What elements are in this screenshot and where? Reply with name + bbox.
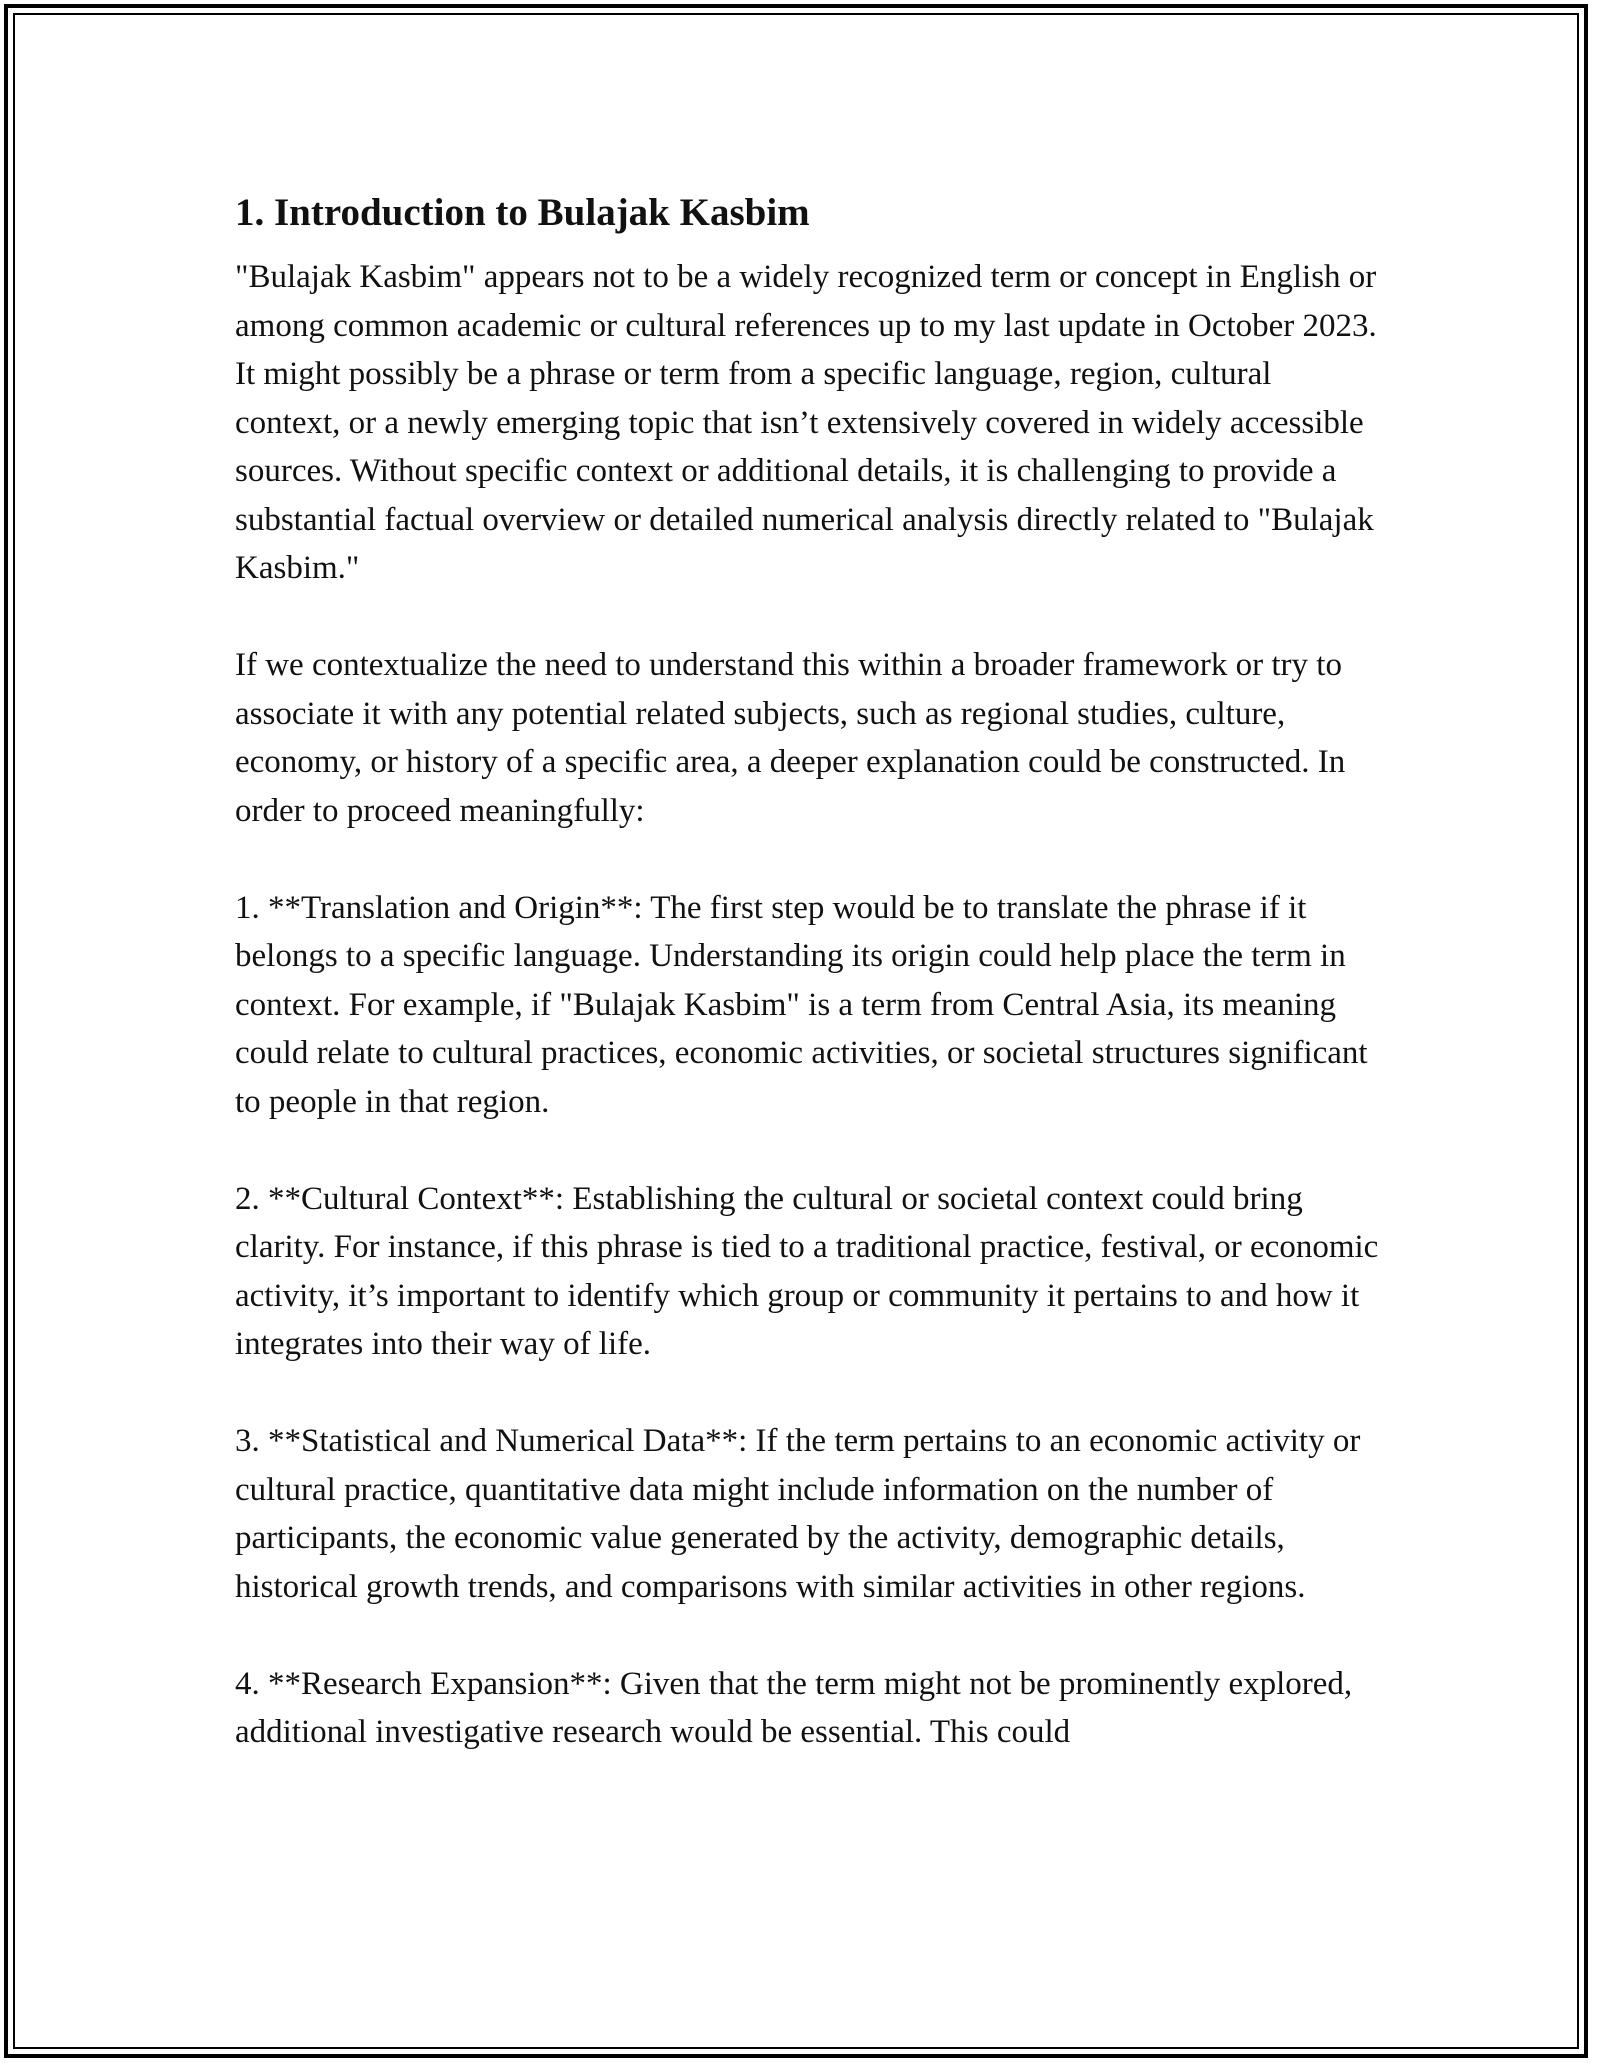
- paragraph-context: If we contextualize the need to understand this within a broader framework or try to associate it with any potential related subjects, such as regional studies, culture, economy, or history of a specific area, a deeper explanation could be constructed. In order to proceed meaningfully:: [235, 647, 1346, 829]
- list-item-research-expansion: 4. **Research Expansion**: Given that the term might not be prominently explored, additional investigative research would be essential. This could: [235, 1665, 1353, 1750]
- list-item-translation-origin: 1. **Translation and Origin**: The first step would be to translate the phrase if it belongs to a specific language. Understanding its origin could help place the term in context. For example, if "Bulajak Kasbim" is a term from Central Asia, its meaning could relate to cultural practices, economic activities, or societal structures significant to people in that region.: [235, 889, 1368, 1120]
- list-item-statistical-data: 3. **Statistical and Numerical Data**: If the term pertains to an economic activity or cultural practice, quantitative data might include information on the number of participants, the economic value generated by the activity, demographic details, historical growth trends, and comparisons with similar activities in other regions.: [235, 1423, 1361, 1605]
- document-body: [235, 185, 1385, 1805]
- paragraph-intro: "Bulajak Kasbim" appears not to be a widely recognized term or concept in English or among common academic or cultural references up to my last update in October 2023. It might possibly be a phrase or term from a specific language, region, cultural context, or a newly emerging topic that isn’t extensively covered in widely accessible sources. Without specific context or additional details, it is challenging to provide a substantial factual overview or detailed numerical analysis directly related to "Bulajak Kasbim.": [235, 259, 1377, 586]
- section-heading: 1. Introduction to Bulajak Kasbim: [235, 191, 810, 234]
- list-item-cultural-context: 2. **Cultural Context**: Establishing the cultural or societal context could bring clarity. For instance, if this phrase is tied to a traditional practice, festival, or economic activity, it’s important to identify which group or community it pertains to and how it integrates into their way of life.: [235, 1180, 1379, 1362]
